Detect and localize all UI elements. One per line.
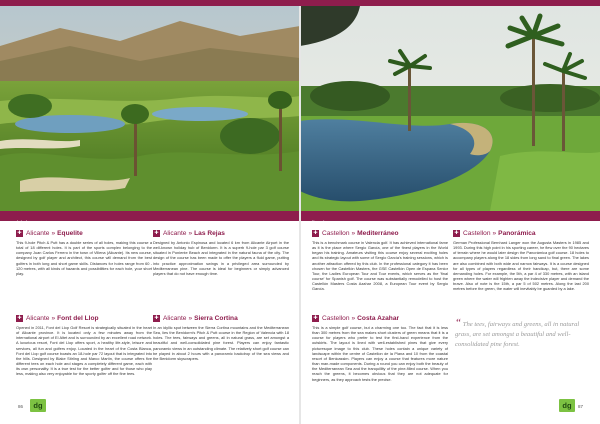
article-heading: [16, 228, 152, 238]
article-name: Mediterráneo: [357, 229, 399, 237]
arrow-icon: »: [188, 229, 193, 237]
flag-icon: ✚: [17, 314, 22, 321]
photo-caption-right: [300, 211, 600, 225]
article-name: Sierra Cortina: [194, 314, 238, 322]
article-panoramica: [453, 228, 589, 292]
article-body: This 9-hole Pitch & Putt has a double series of all holes, making this course a total of 18 different holes. It is part of the sports complex belonging to the company Juan Carlos Ferrero in the town of Villena (Alicante). Its new course, designed by golf player and architect, this course will demand from the best golfers in both long and short game skills. Distances for holes range from 60 - 120 metres, with all kinds of hazards and possibilities for each hole, your short play.: [16, 240, 152, 276]
article-body: In an idyllic spot between the Sierra Cortina mountains and the Mediterranean Sea, lies the Benidorm's Pitch & Putt course in the Region of Valencia with 18 holes. The tees, fairways and greens, all in natural grass, are set amongst a beautiful and well-consolidated pine forest. Players can enjoy fantastic panoramic views in an outstanding climate. The relatively short golf course can be played in about 2 hours with a panoramic backdrop of the sea views and the Benidorm skyscrapers.: [153, 325, 289, 361]
article-region: Castellon: [322, 314, 350, 322]
article-region: Alicante: [26, 314, 50, 322]
article-body: This is a benchmark course in Valencia golf. It has achieved international fame as it is the place where Sergio García, one of the finest players in the World began his training. Amateurs visiting this course enjoy several exciting holes and its strategic layout with some of Sergio García's training sessions, which is another attraction offered by this club. In the professional category it has been chosen for the Castellón Masters, the GSE Castellón Open de Espana Senior Tour, the Ladies European Tour and Tour events, which serves as the 'final course' for Spanish golf. The course was substantially remodelled to host the Castellón Masters Costa Azahar 2008, a European Tour event by Sergio García.: [312, 240, 448, 292]
quote-mark-icon: “: [455, 317, 462, 329]
pull-quote: [455, 318, 581, 350]
article-name: Equelite: [57, 229, 83, 237]
page-number-left: 86: [18, 404, 24, 409]
article-name: Las Rejas: [194, 229, 225, 237]
article-heading: [153, 228, 289, 238]
article-region: Alicante: [163, 314, 187, 322]
article-name: Font del Llop: [57, 314, 99, 322]
article-body: Designed by Antonio Espinosa and located 6 km from Alicante Airport in the well-known holiday hub of Benidorm. It is a superb 9-hole par 3 golf course situated in Poniente Beach and integrated in the natural fauna of the city. The design of the course has been made to offer the players a fluid game, putting into practice approximation swings in a privileged area surrounded by Mediterranean pine. The course is ideal for beginners or simply advanced players that do not have enough time.: [153, 240, 289, 276]
flag-icon: ✚: [313, 314, 318, 321]
article-costa-azahar: [312, 313, 448, 382]
article-heading: [453, 228, 589, 238]
photo-mediterraneo: [300, 6, 600, 211]
page-gutter: [299, 6, 301, 424]
magazine-logo-right: dg: [559, 399, 575, 412]
arrow-icon: »: [492, 229, 497, 237]
arrow-icon: »: [51, 314, 56, 322]
article-name: Panorámica: [498, 229, 536, 237]
article-heading: [312, 313, 448, 323]
photo-font-del-llop: [0, 6, 300, 211]
article-las-rejas: [153, 228, 289, 276]
arrow-icon: »: [188, 314, 193, 322]
article-region: Castellon: [322, 229, 350, 237]
article-body: German Professional Bernhard Langer won the Augusta Masters in 1985 and 1993. During this high point in his sporting career, he flew over the 90 hectares of terrain where he would later design the Panorámica golf course. 18 holes to accompany players along the 18 sides from long sand to final green. The lakes are also combined with both wide and narrow fairways. It is a course designed for all types of players regardless of their handicap, but, there are some demanding holes. For example, the 5th, a par 4 of 330 metres, with an island green where the water will frighten away the indecisive player and demand the brave. Also of note is the 15th, a par 5 of 502 metres. Along the last 200 metres before the green, the water will inevitably be guarded by a lake.: [453, 240, 589, 292]
article-body: This is a simple golf course, but a charming one too. The fact that it is less than 300 metres from the sea makes short clusters of green means that it is a course for players who prefer to test the first-hand experience from the outskirts. The layout is lined with well-established pines that give every picturesque image to this club. These holes contain a unique variety of landscape within the centre of Castellon de la Plana and 10 from the coastal resort of Benicassim. Players can enjoy a course that features more nature than man-made components. During a round you can enjoy both the beauty of the Mediterranean Sea and the tranquillity of the pine-filled course. When you reach the greens, it becomes obvious that they are not adequate for beginners, as they approach tests the precise.: [312, 325, 448, 382]
magazine-logo-left: dg: [30, 399, 46, 412]
article-heading: [312, 228, 448, 238]
article-sierra-cortina: [153, 313, 289, 361]
flag-icon: ✚: [313, 229, 318, 236]
pull-quote-text: The tees, fairways and greens, all in natural grass, are set amongst a beautiful and well-consolidated pine forest.: [455, 321, 580, 348]
photo-caption-right-text: Mediterráneo: [304, 220, 333, 225]
article-equelite: [16, 228, 152, 276]
flag-icon: ✚: [154, 314, 159, 321]
photo-caption-left: [0, 211, 300, 225]
article-region: Alicante: [26, 229, 50, 237]
article-region: Castellon: [463, 229, 491, 237]
article-mediterraneo: [312, 228, 448, 292]
article-region: Alicante: [163, 229, 187, 237]
arrow-icon: »: [51, 229, 56, 237]
article-font-del-llop: [16, 313, 152, 377]
photo-caption-left-text: Font del Llop: [4, 220, 33, 225]
article-body: Opened in 2011, Font del Llop Golf Resort is strategically situated in the heart of Alicante province. It is located only a few minutes away from the international airport of El Altet and is surrounded by an excellent road network. A luxurious resort, Font del Llop offers sport, a healthy life-style, leisure and services, all fun and golfers enjoy. Located in the heart of the Costa Blanca, Font del Llop golf course boasts an 18-hole par 72 layout that is integrated into the hills. Designed by Blake Stirling and Marco Martín, the course offers five different tees on each hole and stages a completely different game, each with its own personality. It is a true test for the better golfer and for those who play less, making also very enjoyable for the sporty golfer off the fine tees.: [16, 325, 152, 377]
flag-icon: ✚: [17, 229, 22, 236]
article-heading: [16, 313, 152, 323]
flag-icon: ✚: [454, 229, 459, 236]
article-name: Costa Azahar: [357, 314, 400, 322]
arrow-icon: »: [351, 229, 356, 237]
page-number-right: 87: [578, 404, 584, 409]
arrow-icon: »: [351, 314, 356, 322]
article-heading: [153, 313, 289, 323]
flag-icon: ✚: [154, 229, 159, 236]
